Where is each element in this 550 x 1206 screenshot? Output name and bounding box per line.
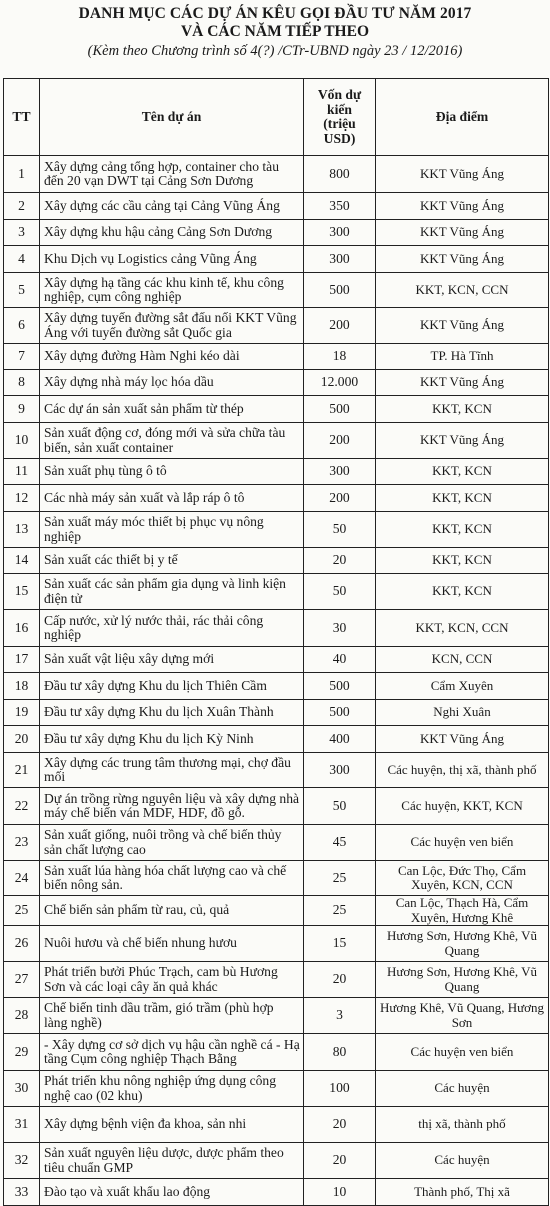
table-row xyxy=(4,610,549,647)
capital-usd: 25 xyxy=(304,896,376,926)
project-name: Xây dựng tuyến đường sắt đấu nối KKT Vũng Áng với tuyến đường sắt Quốc gia xyxy=(40,308,304,344)
project-name: Xây dựng nhà máy lọc hóa dầu xyxy=(40,370,304,396)
table-row xyxy=(4,1107,549,1143)
project-name: Các dự án sản xuất sản phẩm từ thép xyxy=(40,396,304,423)
table-row xyxy=(4,459,549,485)
table-row xyxy=(4,423,549,459)
location: KKT, KCN, CCN xyxy=(376,610,549,647)
project-name: Xây dựng khu hậu cảng Cảng Sơn Dương xyxy=(40,220,304,246)
location: Hương Khê, Vũ Quang, Hương Sơn xyxy=(376,998,549,1034)
location: KKT, KCN xyxy=(376,574,549,610)
location: KKT Vũng Áng xyxy=(376,193,549,220)
location: KKT, KCN xyxy=(376,512,549,548)
table-row xyxy=(4,673,549,700)
row-number: 2 xyxy=(4,193,40,220)
table-row xyxy=(4,1179,549,1206)
table-row xyxy=(4,344,549,370)
row-number: 8 xyxy=(4,370,40,396)
table-row xyxy=(4,220,549,246)
capital-usd: 50 xyxy=(304,788,376,825)
row-number: 12 xyxy=(4,485,40,512)
capital-usd: 300 xyxy=(304,753,376,788)
table-row xyxy=(4,308,549,344)
location: KKT Vũng Áng xyxy=(376,246,549,273)
project-name: Sản xuất các sản phẩm gia dụng và linh kiện điện tử xyxy=(40,574,304,610)
location: KKT Vũng Áng xyxy=(376,156,549,193)
table-row xyxy=(4,193,549,220)
row-number: 28 xyxy=(4,998,40,1034)
row-number: 27 xyxy=(4,962,40,998)
row-number: 19 xyxy=(4,700,40,726)
capital-usd: 20 xyxy=(304,1107,376,1143)
project-name: Xây dựng đường Hàm Nghi kéo dài xyxy=(40,344,304,370)
project-name: Xây dựng các cầu cảng tại Cảng Vũng Áng xyxy=(40,193,304,220)
location: Cẩm Xuyên xyxy=(376,673,549,700)
row-number: 10 xyxy=(4,423,40,459)
capital-usd: 50 xyxy=(304,512,376,548)
project-name: Sản xuất động cơ, đóng mới và sửa chữa tàu biển, sản xuất container xyxy=(40,423,304,459)
capital-usd: 20 xyxy=(304,1143,376,1179)
project-name: Phát triển khu nông nghiệp ứng dụng công nghệ cao (02 khu) xyxy=(40,1071,304,1107)
location: Thành phố, Thị xã xyxy=(376,1179,549,1206)
header-project-name: Tên dự án xyxy=(40,79,304,156)
table-row xyxy=(4,753,549,788)
capital-usd: 350 xyxy=(304,193,376,220)
project-name: Chế biến sản phẩm từ rau, củ, quả xyxy=(40,896,304,926)
location: TP. Hà Tĩnh xyxy=(376,344,549,370)
project-name: Sản xuất các thiết bị y tế xyxy=(40,548,304,574)
location: Can Lộc, Thạch Hà, Cẩm Xuyên, Hương Khê xyxy=(376,896,549,926)
table-row xyxy=(4,548,549,574)
row-number: 23 xyxy=(4,825,40,861)
capital-usd: 500 xyxy=(304,273,376,308)
capital-usd: 20 xyxy=(304,548,376,574)
capital-usd: 45 xyxy=(304,825,376,861)
table-row xyxy=(4,1143,549,1179)
table-row xyxy=(4,1034,549,1071)
table-row xyxy=(4,896,549,926)
header-tt: TT xyxy=(4,79,40,156)
capital-usd: 500 xyxy=(304,396,376,423)
table-row xyxy=(4,246,549,273)
row-number: 9 xyxy=(4,396,40,423)
capital-usd: 500 xyxy=(304,700,376,726)
row-number: 24 xyxy=(4,861,40,896)
row-number: 1 xyxy=(4,156,40,193)
capital-usd: 10 xyxy=(304,1179,376,1206)
location: KKT Vũng Áng xyxy=(376,370,549,396)
capital-usd: 300 xyxy=(304,459,376,485)
location: KKT, KCN xyxy=(376,548,549,574)
location: KKT, KCN, CCN xyxy=(376,273,549,308)
capital-usd: 400 xyxy=(304,726,376,753)
location: thị xã, thành phố xyxy=(376,1107,549,1143)
location: KKT Vũng Áng xyxy=(376,423,549,459)
table-row xyxy=(4,647,549,673)
table-row xyxy=(4,574,549,610)
row-number: 16 xyxy=(4,610,40,647)
location: KKT, KCN xyxy=(376,485,549,512)
table-row xyxy=(4,512,549,548)
table-row xyxy=(4,273,549,308)
row-number: 5 xyxy=(4,273,40,308)
row-number: 3 xyxy=(4,220,40,246)
table-row xyxy=(4,700,549,726)
project-name: Xây dựng bệnh viện đa khoa, sản nhi xyxy=(40,1107,304,1143)
row-number: 32 xyxy=(4,1143,40,1179)
project-name: Cấp nước, xử lý nước thải, rác thải công nghiệp xyxy=(40,610,304,647)
project-name: - Xây dựng cơ sở dịch vụ hậu cần nghề cá - Hạ tầng Cụm công nghiệp Thạch Bằng xyxy=(40,1034,304,1071)
row-number: 13 xyxy=(4,512,40,548)
project-table xyxy=(3,78,549,1206)
project-name: Đầu tư xây dựng Khu du lịch Kỳ Ninh xyxy=(40,726,304,753)
capital-usd: 18 xyxy=(304,344,376,370)
capital-usd: 50 xyxy=(304,574,376,610)
project-name: Sản xuất máy móc thiết bị phục vụ nông nghiệp xyxy=(40,512,304,548)
capital-usd: 80 xyxy=(304,1034,376,1071)
row-number: 21 xyxy=(4,753,40,788)
location: KCN, CCN xyxy=(376,647,549,673)
table-body xyxy=(4,156,549,1206)
project-name: Khu Dịch vụ Logistics cảng Vũng Áng xyxy=(40,246,304,273)
location: KKT, KCN xyxy=(376,396,549,423)
row-number: 7 xyxy=(4,344,40,370)
location: Các huyện xyxy=(376,1071,549,1107)
row-number: 31 xyxy=(4,1107,40,1143)
capital-usd: 12.000 xyxy=(304,370,376,396)
row-number: 4 xyxy=(4,246,40,273)
capital-usd: 100 xyxy=(304,1071,376,1107)
row-number: 33 xyxy=(4,1179,40,1206)
project-name: Nuôi hươu và chế biến nhung hươu xyxy=(40,926,304,962)
table-row xyxy=(4,485,549,512)
project-name: Phát triển bưởi Phúc Trạch, cam bù Hương Sơn và các loại cây ăn quả khác xyxy=(40,962,304,998)
location: Nghi Xuân xyxy=(376,700,549,726)
project-name: Chế biến tinh dầu trầm, gió trầm (phù hợp làng nghề) xyxy=(40,998,304,1034)
project-name: Đầu tư xây dựng Khu du lịch Thiên Cầm xyxy=(40,673,304,700)
location: KKT Vũng Áng xyxy=(376,726,549,753)
table-row xyxy=(4,1071,549,1107)
location: Các huyện, thị xã, thành phố xyxy=(376,753,549,788)
row-number: 30 xyxy=(4,1071,40,1107)
row-number: 11 xyxy=(4,459,40,485)
document-title-line2: VÀ CÁC NĂM TIẾP THEO xyxy=(180,23,370,40)
capital-usd: 300 xyxy=(304,220,376,246)
project-name: Các nhà máy sản xuất và lắp ráp ô tô xyxy=(40,485,304,512)
row-number: 6 xyxy=(4,308,40,344)
capital-usd: 800 xyxy=(304,156,376,193)
project-name: Sản xuất giống, nuôi trồng và chế biến thủy sản chất lượng cao xyxy=(40,825,304,861)
capital-usd: 3 xyxy=(304,998,376,1034)
document-subtitle: (Kèm theo Chương trình số 4(?) /CTr-UBND ngày 23 / 12/2016) xyxy=(87,43,463,59)
location: Các huyện ven biển xyxy=(376,1034,549,1071)
capital-usd: 30 xyxy=(304,610,376,647)
project-name: Xây dựng cảng tổng hợp, container cho tàu đến 20 vạn DWT tại Cảng Sơn Dương xyxy=(40,156,304,193)
table-row xyxy=(4,370,549,396)
row-number: 25 xyxy=(4,896,40,926)
row-number: 14 xyxy=(4,548,40,574)
table-header-row xyxy=(4,79,549,156)
row-number: 26 xyxy=(4,926,40,962)
capital-usd: 20 xyxy=(304,962,376,998)
capital-usd: 40 xyxy=(304,647,376,673)
project-name: Sản xuất lúa hàng hóa chất lượng cao và chế biến nông sản. xyxy=(40,861,304,896)
location: KKT, KCN xyxy=(376,459,549,485)
header-capital: Vốn dự kiến (triệu USD) xyxy=(304,79,376,156)
project-name: Xây dựng hạ tầng các khu kinh tế, khu công nghiệp, cụm công nghiệp xyxy=(40,273,304,308)
row-number: 17 xyxy=(4,647,40,673)
project-name: Xây dựng các trung tâm thương mại, chợ đầu mối xyxy=(40,753,304,788)
row-number: 15 xyxy=(4,574,40,610)
capital-usd: 200 xyxy=(304,423,376,459)
project-name: Sản xuất nguyên liệu dược, dược phẩm theo tiêu chuẩn GMP xyxy=(40,1143,304,1179)
table-row xyxy=(4,726,549,753)
capital-usd: 200 xyxy=(304,485,376,512)
row-number: 29 xyxy=(4,1034,40,1071)
location: Các huyện ven biển xyxy=(376,825,549,861)
project-name: Đầu tư xây dựng Khu du lịch Xuân Thành xyxy=(40,700,304,726)
row-number: 22 xyxy=(4,788,40,825)
table-row xyxy=(4,998,549,1034)
capital-usd: 15 xyxy=(304,926,376,962)
location: Hương Sơn, Hương Khê, Vũ Quang xyxy=(376,962,549,998)
project-name: Dự án trồng rừng nguyên liệu và xây dựng nhà máy chế biến ván MDF, HDF, đồ gỗ. xyxy=(40,788,304,825)
location: Các huyện, KKT, KCN xyxy=(376,788,549,825)
table-row xyxy=(4,861,549,896)
row-number: 20 xyxy=(4,726,40,753)
capital-usd: 200 xyxy=(304,308,376,344)
location: Can Lộc, Đức Thọ, Cẩm Xuyên, KCN, CCN xyxy=(376,861,549,896)
table-row xyxy=(4,788,549,825)
table-row xyxy=(4,156,549,193)
project-name: Sản xuất vật liệu xây dựng mới xyxy=(40,647,304,673)
project-name: Sản xuất phụ tùng ô tô xyxy=(40,459,304,485)
document-title-line1: DANH MỤC CÁC DỰ ÁN KÊU GỌI ĐẦU TƯ NĂM 2017 xyxy=(78,5,472,22)
capital-usd: 25 xyxy=(304,861,376,896)
location: Các huyện xyxy=(376,1143,549,1179)
header-location: Địa điểm xyxy=(376,79,549,156)
location: Hương Sơn, Hương Khê, Vũ Quang xyxy=(376,926,549,962)
location: KKT Vũng Áng xyxy=(376,308,549,344)
capital-usd: 300 xyxy=(304,246,376,273)
table-row xyxy=(4,962,549,998)
project-name: Đào tạo và xuất khẩu lao động xyxy=(40,1179,304,1206)
capital-usd: 500 xyxy=(304,673,376,700)
row-number: 18 xyxy=(4,673,40,700)
location: KKT Vũng Áng xyxy=(376,220,549,246)
table-row xyxy=(4,825,549,861)
document-heading xyxy=(0,0,550,78)
table-row xyxy=(4,396,549,423)
table-row xyxy=(4,926,549,962)
